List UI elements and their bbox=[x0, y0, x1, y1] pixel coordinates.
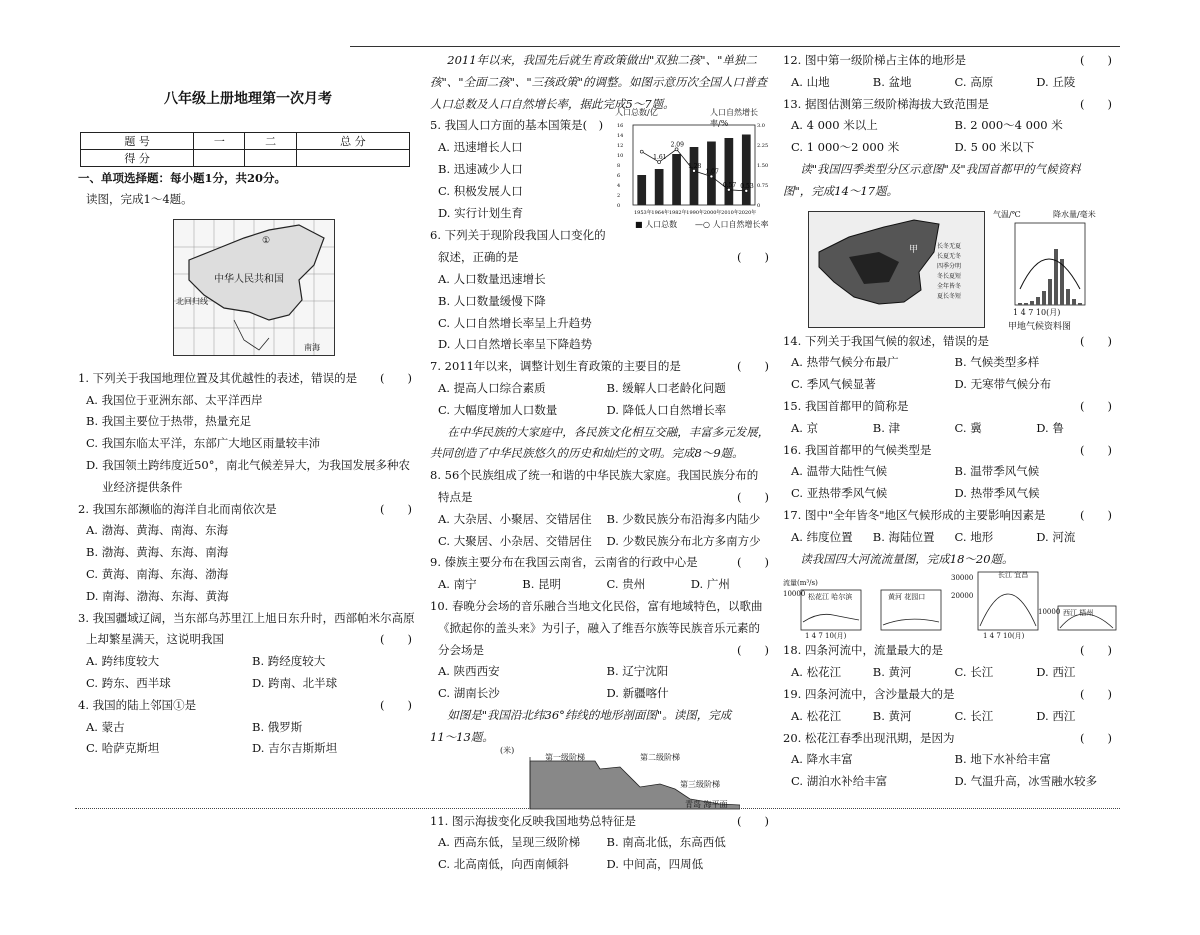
option-d[interactable]: D. 少数民族分布北方多南方少 bbox=[606, 533, 761, 548]
river-label-huanghe: 黄河 花园口 bbox=[888, 593, 926, 602]
answer-paren[interactable]: ( ) bbox=[737, 359, 769, 374]
option-d[interactable]: D. 广州 bbox=[690, 577, 730, 592]
score-header: 二 bbox=[245, 133, 296, 150]
intro-11-13: 如图是"我国沿北纬36°纬线的地形剖面图"。读图，完成 11～13题。 bbox=[430, 707, 732, 744]
section-intro: 读图，完成1～4题。 bbox=[86, 192, 193, 206]
answer-paren[interactable]: ( ) bbox=[1080, 507, 1112, 522]
option-a[interactable]: A. 降水丰富 bbox=[791, 752, 853, 767]
option-b[interactable]: B. 辽宁沈阳 bbox=[606, 664, 669, 679]
option-d[interactable]: D. 实行计划生育 bbox=[438, 205, 524, 220]
option-b[interactable]: B. 津 bbox=[872, 420, 901, 435]
answer-paren[interactable]: ( ) bbox=[1080, 442, 1112, 457]
climate-caption: 甲地气候资料图 bbox=[1008, 321, 1072, 332]
profile-unit: (米) bbox=[500, 745, 515, 755]
option-c[interactable]: C. 黄海、南海、东海、渤海 bbox=[86, 566, 229, 581]
climate-svg bbox=[993, 219, 1113, 314]
y-tick-label: 12 bbox=[617, 143, 624, 150]
score-header: 一 bbox=[194, 133, 245, 150]
y2-tick-label: 2.25 bbox=[757, 143, 769, 150]
step2-label: 第二级阶梯 bbox=[640, 752, 680, 762]
bar bbox=[742, 135, 751, 206]
option-d[interactable]: D. 降低人口自然增长率 bbox=[606, 402, 727, 417]
population-chart bbox=[615, 107, 775, 230]
question-4: 4. 我国的陆上邻国①是 ( ) A. 蒙古 B. 俄罗斯 C. 哈萨克斯坦 D. 吉尔吉斯斯坦 bbox=[78, 695, 418, 760]
option-a[interactable]: A. 松花江 bbox=[791, 708, 842, 723]
option-d[interactable]: D. 西江 bbox=[1036, 665, 1076, 680]
chart-right-title: 人口自然增长率/% bbox=[710, 108, 758, 129]
option-a[interactable]: A. 热带气候分布最广 bbox=[791, 355, 899, 370]
question-3: 3. 我国疆域辽阔，当东部乌苏里江上旭日东升时，西部帕米尔高原 上却繁星满天，这说明我国 ( ) A. 跨纬度较大 B. 跨经度较大 C. 跨东、西半球 D. 跨南、北半球 bbox=[78, 608, 418, 695]
legend-bar: ■ 人口总数 bbox=[635, 220, 678, 230]
y2-tick-label: 3.0 bbox=[757, 123, 765, 130]
option-b[interactable]: B. 黄河 bbox=[872, 708, 912, 723]
option-c[interactable]: C. 人口自然增长率呈上升趋势 bbox=[438, 315, 592, 330]
question-8: 8. 56个民族组成了统一和谐的中华民族大家庭。我国民族分布的 特点是 ( ) A. 大杂居、小聚居、交错居住 B. 少数民族分布沿海多内陆少 C. 大聚居、小杂居、交错居住 D. 少数民族分布北方多南方少 bbox=[430, 465, 775, 552]
bar bbox=[725, 138, 734, 205]
river-flow-charts: 流量(m³/s) 松花江 哈尔滨 黄河 花园口 长江 宜昌 西江 梧州 10000 30000 20000 10000 1 4 7 10(月) 1 4 7 10(月) bbox=[783, 570, 1118, 640]
option-d[interactable]: D. 吉尔吉斯斯坦 bbox=[252, 741, 338, 756]
answer-paren[interactable]: ( ) bbox=[1080, 96, 1112, 111]
option-b[interactable]: B. 渤海、黄海、东海、南海 bbox=[86, 545, 229, 560]
season-map bbox=[808, 211, 985, 328]
section-heading: 一、单项选择题：每小题1分，共20分。 bbox=[78, 171, 287, 185]
option-a[interactable]: A. 南宁 bbox=[438, 577, 477, 592]
option-b[interactable]: B. 盆地 bbox=[872, 74, 912, 89]
option-b[interactable]: B. 少数民族分布沿海多内陆少 bbox=[606, 511, 761, 526]
option-c[interactable]: C. 高原 bbox=[954, 74, 994, 89]
china-map bbox=[173, 219, 335, 356]
sea-level-label: 青岛 海平面 bbox=[685, 799, 728, 809]
question-14: 14. 下列关于我国气候的叙述，错误的是 ( ) A. 热带气候分布最广 B. 气候类型多样 C. 季风气候显著 D. 无寒带气候分布 bbox=[783, 331, 1118, 396]
question-15: 15. 我国首都甲的简称是 ( ) A. 京 B. 津 C. 冀 D. 鲁 bbox=[783, 396, 1118, 440]
map-tropic-label: 北回归线 bbox=[176, 296, 208, 306]
option-c[interactable]: C. 湖泊水补给丰富 bbox=[791, 774, 888, 789]
answer-paren[interactable]: ( ) bbox=[380, 632, 412, 647]
option-a[interactable]: A. 京 bbox=[791, 420, 819, 435]
answer-paren[interactable]: ( ) bbox=[380, 501, 412, 516]
paper-title: 八年级上册地理第一次月考 bbox=[164, 91, 332, 107]
data-label: 2.09 bbox=[670, 141, 684, 149]
option-d[interactable]: D. 中间高，四周低 bbox=[606, 857, 704, 872]
option-d[interactable]: D. 气温升高，冰雪融水较多 bbox=[954, 774, 1098, 789]
option-a[interactable]: A. 跨纬度较大 bbox=[86, 654, 160, 669]
option-c[interactable]: C. 大聚居、小杂居、交错居住 bbox=[438, 533, 592, 548]
score-cell[interactable] bbox=[245, 150, 296, 167]
option-c[interactable]: C. 季风气候显著 bbox=[791, 377, 876, 392]
legend-line: —○ 人口自然增长率 bbox=[695, 220, 769, 230]
option-d[interactable]: D. 鲁 bbox=[1036, 420, 1064, 435]
river-label-songhua: 松花江 哈尔滨 bbox=[808, 593, 853, 602]
answer-paren[interactable]: ( ) bbox=[1080, 398, 1112, 413]
question-19: 19. 四条河流中，含沙量最大的是 ( ) A. 松花江 B. 黄河 C. 长江 D. 西江 bbox=[783, 684, 1118, 728]
answer-paren[interactable]: ( ) bbox=[737, 642, 769, 657]
option-c[interactable]: C. 大幅度增加人口数量 bbox=[438, 402, 558, 417]
answer-paren[interactable]: ( ) bbox=[380, 697, 412, 712]
score-table bbox=[80, 132, 410, 167]
x-tick-label: 2020年 bbox=[738, 210, 757, 217]
answer-paren[interactable]: ( ) bbox=[737, 813, 769, 828]
climate-chart: 气温/℃ 降水量/毫米 1 4 7 10(月) 甲地气候资料图 bbox=[993, 209, 1113, 329]
option-a[interactable]: A. 我国位于亚洲东部、太平洋西岸 bbox=[86, 392, 263, 407]
intro-18-20: 读我国四大河流流量图，完成18～20题。 bbox=[800, 551, 1014, 566]
option-b[interactable]: B. 跨经度较大 bbox=[252, 654, 326, 669]
river-label-xijiang: 西江 梧州 bbox=[1063, 609, 1094, 618]
y-tick-label: 14 bbox=[617, 133, 624, 140]
question-13: 13. 据图估测第三级阶梯海拔大致范围是 ( ) A. 4 000 米以上 B. 2 000～4 000 米 C. 1 000～2 000 米 D. 5 00 米以下 bbox=[783, 94, 1118, 159]
option-c[interactable]: C. 跨东、西半球 bbox=[86, 675, 171, 690]
x-tick-label: 2000年 bbox=[703, 210, 722, 217]
answer-paren[interactable]: ( ) bbox=[737, 250, 769, 265]
option-c[interactable]: C. 地形 bbox=[954, 529, 994, 544]
option-b[interactable]: B. 昆明 bbox=[522, 577, 562, 592]
option-b[interactable]: B. 我国主要位于热带，热量充足 bbox=[86, 414, 252, 429]
option-a[interactable]: A. 大杂居、小聚居、交错居住 bbox=[438, 511, 592, 526]
answer-paren[interactable]: ( ) bbox=[737, 555, 769, 570]
question-6: 6. 下列关于现阶段我国人口变化的 叙述，正确的是 ( ) A. 人口数量迅速增长 B. 人口数量缓慢下降 C. 人口自然增长率呈上升趋势 D. 人口自然增长率呈下降趋势 bbox=[430, 225, 775, 356]
population-chart-svg bbox=[615, 117, 775, 217]
rate-point bbox=[640, 151, 643, 154]
y2-tick-label: 0.75 bbox=[757, 183, 769, 190]
option-b[interactable]: B. 地下水补给丰富 bbox=[954, 752, 1051, 767]
option-b[interactable]: B. 黄河 bbox=[872, 665, 912, 680]
top-border bbox=[350, 46, 1120, 47]
column-1 bbox=[78, 50, 418, 760]
x-tick-label: 1953年 bbox=[634, 210, 652, 217]
bar bbox=[637, 175, 646, 205]
option-a[interactable]: A. 人口数量迅速增长 bbox=[438, 271, 546, 286]
season-legend: 长冬无夏 长夏无冬 四季分明 冬长夏短 全年皆冬 夏长冬短 bbox=[937, 242, 962, 300]
option-a[interactable]: A. 山地 bbox=[791, 74, 830, 89]
y-tick-label: 6 bbox=[617, 173, 621, 180]
option-d[interactable]: D. 我国领土跨纬度近50°，南北气候差异大，为我国发展多种农 bbox=[86, 457, 411, 472]
option-d[interactable]: D. 5 00 米以下 bbox=[954, 140, 1035, 155]
score-header: 题 号 bbox=[81, 133, 194, 150]
x-tick-label: 1964年 bbox=[651, 210, 670, 217]
column-3 bbox=[783, 50, 1118, 793]
answer-paren[interactable]: ( ) bbox=[1080, 686, 1112, 701]
option-b[interactable]: B. 温带季风气候 bbox=[954, 464, 1040, 479]
option-a[interactable]: A. 提高人口综合素质 bbox=[438, 380, 546, 395]
capital-mark: 甲 bbox=[909, 244, 919, 255]
option-d[interactable]: D. 无寒带气候分布 bbox=[954, 377, 1052, 392]
data-label: 0.53 bbox=[740, 183, 754, 191]
chart-left-title: 人口总数/亿 bbox=[615, 108, 658, 118]
data-label: 1.28 bbox=[688, 163, 702, 171]
option-a[interactable]: A. 松花江 bbox=[791, 665, 842, 680]
option-b[interactable]: B. 气候类型多样 bbox=[954, 355, 1040, 370]
question-16: 16. 我国首都甲的气候类型是 ( ) A. 温带大陆性气候 B. 温带季风气候 C. 亚热带季风气候 D. 热带季风气候 bbox=[783, 440, 1118, 505]
intro-14-17: 读"我国四季类型分区示意图"及"我国首都甲的气候资料 图"，完成14～17题。 bbox=[783, 161, 1081, 198]
option-c[interactable]: C. 长江 bbox=[954, 665, 994, 680]
score-cell[interactable] bbox=[296, 150, 409, 167]
y-tick-label: 4 bbox=[617, 183, 621, 190]
question-10: 10. 春晚分会场的音乐融合当地文化民俗，富有地域特色，以歌曲 《掀起你的盖头来》为引子，融入了维吾尔族等民族音乐元素的 分会场是 ( ) A. 陕西西安 B. 辽宁沈阳 C. 湖南长沙 D. 新疆喀什 bbox=[430, 596, 775, 705]
option-d[interactable]: D. 新疆喀什 bbox=[606, 686, 669, 701]
option-a[interactable]: A. 纬度位置 bbox=[791, 529, 853, 544]
bar bbox=[655, 169, 664, 205]
answer-paren[interactable]: ( ) bbox=[1080, 53, 1112, 67]
data-label: 1.61 bbox=[653, 154, 667, 162]
y2-tick-label: 1.50 bbox=[757, 163, 769, 170]
option-d[interactable]: D. 丘陵 bbox=[1036, 74, 1076, 89]
option-d[interactable]: D. 人口自然增长率呈下降趋势 bbox=[438, 337, 593, 352]
climate-figures bbox=[783, 203, 1118, 331]
option-b[interactable]: B. 海陆位置 bbox=[872, 529, 935, 544]
option-c[interactable]: C. 我国东临太平洋，东部广大地区雨量较丰沛 bbox=[86, 436, 321, 451]
option-d[interactable]: D. 河流 bbox=[1036, 529, 1076, 544]
answer-paren[interactable]: ( ) bbox=[1080, 643, 1112, 658]
answer-paren[interactable]: ( ) bbox=[737, 489, 769, 504]
map-sea-label: 南海 bbox=[304, 342, 320, 352]
option-d[interactable]: D. 西江 bbox=[1036, 708, 1076, 723]
data-label: 1.07 bbox=[705, 168, 719, 176]
y-tick-label: 8 bbox=[617, 163, 621, 170]
question-11: 11. 图示海拔变化反映我国地势总特征是 ( ) A. 西高东低，呈现三级阶梯 B. 南高北低，东高西低 C. 北高南低，向西南倾斜 D. 中间高，四周低 bbox=[430, 811, 775, 876]
map-marker: ① bbox=[262, 235, 271, 246]
option-d[interactable]: D. 南海、渤海、东海、黄海 bbox=[86, 588, 229, 603]
option-a[interactable]: A. 陕西西安 bbox=[438, 664, 500, 679]
question-5-stem: 5. 我国人口方面的基本国策是( ) bbox=[430, 118, 604, 133]
option-c[interactable]: C. 积极发展人口 bbox=[438, 183, 523, 198]
option-b[interactable]: B. 人口数量缓慢下降 bbox=[438, 293, 546, 308]
column-2 bbox=[430, 50, 775, 876]
score-cell[interactable] bbox=[194, 150, 245, 167]
option-d-cont: 业经济提供条件 bbox=[102, 479, 183, 494]
answer-paren[interactable]: ( ) bbox=[1080, 333, 1112, 348]
option-c[interactable]: C. 北高南低，向西南倾斜 bbox=[438, 857, 569, 872]
option-b[interactable]: B. 缓解人口老龄化问题 bbox=[606, 380, 726, 395]
option-a[interactable]: A. 温带大陆性气候 bbox=[791, 464, 888, 479]
question-20: 20. 松花江春季出现汛期，是因为 ( ) A. 降水丰富 B. 地下水补给丰富 C. 湖泊水补给丰富 D. 气温升高，冰雪融水较多 bbox=[783, 728, 1118, 793]
data-label: 0.57 bbox=[722, 182, 737, 190]
map-country-label: 中华人民共和国 bbox=[214, 273, 284, 285]
option-b[interactable]: B. 南高北低，东高西低 bbox=[606, 835, 726, 850]
option-c[interactable]: C. 1 000～2 000 米 bbox=[791, 140, 900, 155]
y-tick-label: 2 bbox=[617, 193, 621, 200]
answer-paren[interactable]: ( ) bbox=[380, 370, 412, 385]
question-17: 17. 图中"全年皆冬"地区气候形成的主要影响因素是 ( ) A. 纬度位置 B. 海陆位置 C. 地形 D. 河流 bbox=[783, 505, 1118, 549]
y-tick-label: 10 bbox=[617, 153, 624, 160]
score-row-label: 得 分 bbox=[81, 150, 194, 167]
option-c[interactable]: C. 贵州 bbox=[606, 577, 646, 592]
option-b[interactable]: B. 2 000～4 000 米 bbox=[954, 118, 1063, 133]
option-d[interactable]: D. 热带季风气候 bbox=[954, 486, 1040, 501]
option-c[interactable]: C. 亚热带季风气候 bbox=[791, 486, 888, 501]
intro-8-9: 在中华民族的大家庭中，各民族文化相互交融，丰富多元发展， 共同创造了中华民族悠久的历史和灿烂的文明。完成8～9题。 bbox=[430, 424, 770, 461]
question-1: 1. 下列关于我国地理位置及其优越性的表述，错误的是 ( ) A. 我国位于亚洲东部、太平洋西岸 B. 我国主要位于热带，热量充足 C. 我国东临太平洋，东部广大地区雨量较丰沛 D. 我国领土跨纬度近50°，南北气候差异大，为我国发展多种农 业经济提供条件 bbox=[78, 368, 418, 499]
bar bbox=[672, 154, 681, 205]
option-b[interactable]: B. 迅速减少人口 bbox=[438, 161, 523, 176]
question-2: 2. 我国东部濒临的海洋自北而南依次是 ( ) A. 渤海、黄海、南海、东海 B. 渤海、黄海、东海、南海 C. 黄海、南海、东海、渤海 D. 南海、渤海、东海、黄海 bbox=[78, 499, 418, 608]
question-18: 18. 四条河流中，流量最大的是 ( ) A. 松花江 B. 黄河 C. 长江 D. 西江 bbox=[783, 640, 1118, 684]
bar bbox=[690, 147, 699, 205]
y2-tick-label: 0 bbox=[757, 203, 761, 210]
option-d[interactable]: D. 跨南、北半球 bbox=[252, 675, 338, 690]
option-a[interactable]: A. 西高东低，呈现三级阶梯 bbox=[438, 835, 581, 850]
answer-paren[interactable]: ( ) bbox=[1080, 730, 1112, 745]
step3-label: 第三级阶梯 bbox=[680, 779, 720, 789]
step1-label: 第一级阶梯 bbox=[545, 752, 585, 762]
option-c[interactable]: C. 哈萨克斯坦 bbox=[86, 741, 160, 756]
river-label-changjiang: 长江 宜昌 bbox=[998, 571, 1029, 580]
x-tick-label: 2010年 bbox=[721, 210, 739, 217]
intro-5-7: 2011年以来，我国先后就生育政策做出"双独二孩"、"单独二 孩"、"全面二孩"、"三孩政策"的调整。如图示意历次全国人口普查 人口总数及人口自然增长率，据此完成5～7题。 bbox=[430, 53, 767, 111]
question-12: 12. 图中第一级阶梯占主体的地形是 ( ) A. 山地 B. 盆地 C. 高原 D. 丘陵 bbox=[783, 50, 1118, 94]
option-a[interactable]: A. 渤海、黄海、南海、东海 bbox=[86, 523, 229, 538]
x-tick-label: 1990年 bbox=[686, 210, 705, 217]
option-a[interactable]: A. 迅速增长人口 bbox=[438, 140, 523, 155]
option-c[interactable]: C. 湖南长沙 bbox=[438, 686, 500, 701]
option-a[interactable]: A. 4 000 米以上 bbox=[791, 118, 878, 133]
question-7: 7. 2011年以来，调整计划生育政策的主要目的是 ( ) A. 提高人口综合素质 B. 缓解人口老龄化问题 C. 大幅度增加人口数量 D. 降低人口自然增长率 bbox=[430, 356, 775, 421]
q5-block bbox=[430, 108, 775, 230]
y-tick-label: 0 bbox=[617, 203, 621, 210]
question-9: 9. 傣族主要分布在我国云南省，云南省的行政中心是 ( ) A. 南宁 B. 昆明 C. 贵州 D. 广州 bbox=[430, 552, 775, 596]
x-tick-label: 1982年 bbox=[668, 210, 687, 217]
option-c[interactable]: C. 冀 bbox=[954, 420, 982, 435]
map-outline bbox=[174, 220, 334, 355]
option-c[interactable]: C. 长江 bbox=[954, 708, 994, 723]
score-header: 总 分 bbox=[296, 133, 409, 150]
y-tick-label: 16 bbox=[617, 123, 624, 130]
terrain-profile bbox=[500, 745, 740, 811]
option-a[interactable]: A. 蒙古 bbox=[86, 719, 125, 734]
option-b[interactable]: B. 俄罗斯 bbox=[252, 719, 303, 734]
